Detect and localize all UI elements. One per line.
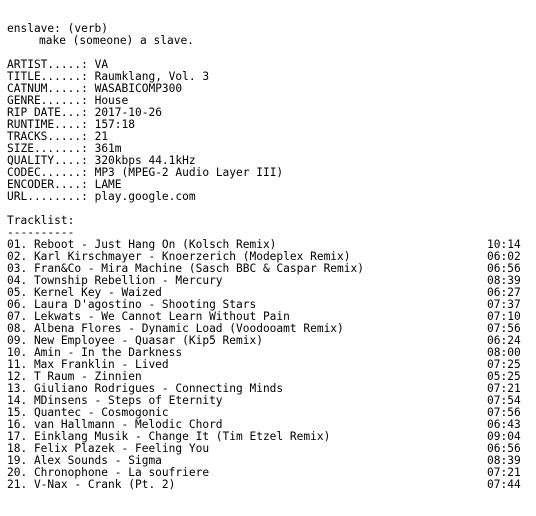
track-title: 18. Felix Plazek - Feeling You xyxy=(7,442,210,455)
info-value: 21 xyxy=(94,130,109,143)
track-title: 06. Laura D'agostino - Shooting Stars xyxy=(7,298,257,311)
track-duration: 08:39 xyxy=(487,454,521,467)
track-duration: 07:25 xyxy=(487,358,521,371)
info-value: 2017-10-26 xyxy=(94,106,162,119)
track-title: 08. Albena Flores - Dynamic Load (Voodooamt Remix) xyxy=(7,322,344,335)
track-title: 14. MDinsens - Steps of Eternity xyxy=(7,394,223,407)
info-value: LAME xyxy=(94,178,122,191)
track-title: 21. V-Nax - Crank (Pt. 2) xyxy=(7,478,176,491)
track-duration: 06:56 xyxy=(487,262,521,275)
track-duration: 10:14 xyxy=(487,238,521,251)
track-duration: 06:24 xyxy=(487,334,521,347)
track-duration: 07:44 xyxy=(487,478,521,491)
info-key: RUNTIME....: xyxy=(7,118,88,131)
info-value: House xyxy=(94,94,129,107)
info-value: 157:18 xyxy=(94,118,135,131)
info-key: QUALITY....: xyxy=(7,154,88,167)
track-title: 07. Lekwats - We Cannot Learn Without Pain xyxy=(7,310,290,323)
tracklist-divider: ---------- xyxy=(7,226,75,239)
track-duration: 07:21 xyxy=(487,382,521,395)
info-value: WASABICOMP300 xyxy=(94,82,183,95)
track-title: 12. T Raum - Zinnien xyxy=(7,370,142,383)
info-key: SIZE.......: xyxy=(7,142,88,155)
track-title: 03. Fran&Co - Mira Machine (Sasch BBC & Caspar Remix) xyxy=(7,262,364,275)
info-key: TRACKS.....: xyxy=(7,130,88,143)
track-duration: 09:04 xyxy=(487,430,521,443)
info-key: TITLE......: xyxy=(7,70,88,83)
track-title: 09. New Employee - Quasar (Kip5 Remix) xyxy=(7,334,263,347)
track-duration: 07:54 xyxy=(487,394,521,407)
track-row xyxy=(7,479,529,491)
info-key: ARTIST.....: xyxy=(7,58,88,71)
track-title: 20. Chronophone - La soufriere xyxy=(7,466,210,479)
info-key: RIP DATE...: xyxy=(7,106,88,119)
track-duration: 06:56 xyxy=(487,442,521,455)
definition-text: make (someone) a slave. xyxy=(39,34,194,47)
info-key: URL........: xyxy=(7,190,88,203)
tracklist-heading: Tracklist: xyxy=(7,214,75,227)
track-title: 01. Reboot - Just Hang On (Kolsch Remix) xyxy=(7,238,277,251)
tracklist xyxy=(7,239,529,491)
info-key: GENRE......: xyxy=(7,94,88,107)
track-title: 05. Kernel Key - Waized xyxy=(7,286,162,299)
spacer xyxy=(7,203,529,215)
definition-term: enslave: (verb) xyxy=(7,22,109,35)
track-duration: 06:02 xyxy=(487,250,521,263)
track-title: 04. Township Rebellion - Mercury xyxy=(7,274,223,287)
info-value: 320kbps 44.1kHz xyxy=(94,154,196,167)
info-value: 361m xyxy=(94,142,122,155)
track-duration: 07:56 xyxy=(487,406,521,419)
track-title: 17. Einklang Musik - Change It (Tim Etzel Remix) xyxy=(7,430,331,443)
track-duration: 07:21 xyxy=(487,466,521,479)
info-value: MP3 (MPEG-2 Audio Layer III) xyxy=(94,166,284,179)
track-title: 10. Amin - In the Darkness xyxy=(7,346,183,359)
track-duration: 07:10 xyxy=(487,310,521,323)
track-title: 19. Alex Sounds - Sigma xyxy=(7,454,162,467)
track-duration: 08:39 xyxy=(487,274,521,287)
track-duration: 05:25 xyxy=(487,370,521,383)
track-duration: 06:43 xyxy=(487,418,521,431)
track-duration: 07:56 xyxy=(487,322,521,335)
info-value: Raumklang, Vol. 3 xyxy=(94,70,210,83)
track-title: 15. Quantec - Cosmogonic xyxy=(7,406,169,419)
track-title: 11. Max Franklin - Lived xyxy=(7,358,169,371)
info-key: CODEC......: xyxy=(7,166,88,179)
nfo-document xyxy=(7,23,529,491)
track-duration: 08:00 xyxy=(487,346,521,359)
info-value: play.google.com xyxy=(94,190,196,203)
info-line xyxy=(7,191,529,203)
track-duration: 07:37 xyxy=(487,298,521,311)
track-duration: 06:27 xyxy=(487,286,521,299)
track-title: 13. Giuliano Rodrigues - Connecting Minds xyxy=(7,382,284,395)
track-title: 16. van Hallmann - Melodic Chord xyxy=(7,418,223,431)
info-key: ENCODER....: xyxy=(7,178,88,191)
info-value: VA xyxy=(94,58,109,71)
track-title: 02. Karl Kirschmayer - Knoerzerich (Modeplex Remix) xyxy=(7,250,351,263)
release-info xyxy=(7,59,529,203)
info-key: CATNUM.....: xyxy=(7,82,88,95)
